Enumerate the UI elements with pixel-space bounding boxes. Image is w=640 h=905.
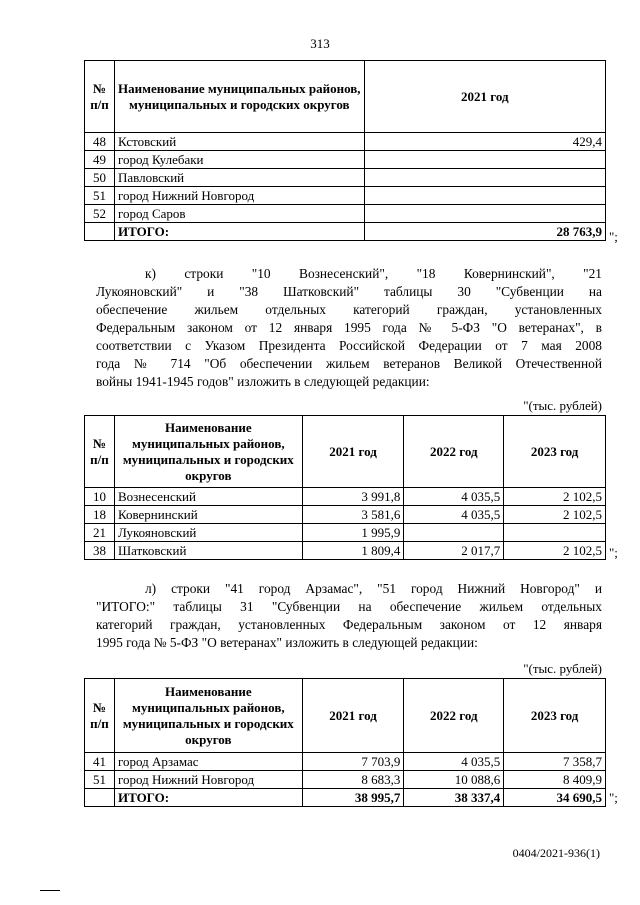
row-value-2021 bbox=[364, 187, 605, 205]
row-number: 41 bbox=[85, 753, 115, 771]
page-number: 313 bbox=[310, 36, 330, 51]
table1-closing-quote: "; bbox=[609, 229, 618, 244]
header-name: Наименование муниципальных районов, муниципальных и городских округов bbox=[114, 679, 302, 753]
row-number: 49 bbox=[85, 151, 115, 169]
table-subventions-1 bbox=[84, 60, 606, 241]
row-value-2021: 1 809,4 bbox=[302, 542, 404, 560]
row-number: 18 bbox=[85, 506, 115, 524]
paragraph-line: л) строки "41 город Арзамас", "51 город Нижний Новгород" и bbox=[145, 581, 602, 596]
row-name: город Саров bbox=[114, 205, 364, 223]
row-value-2023: 2 102,5 bbox=[504, 542, 606, 560]
header-name: Наименование муниципальных районов, муниципальных и городских округов bbox=[114, 61, 364, 133]
table-row bbox=[85, 524, 606, 542]
row-name: город Кулебаки bbox=[114, 151, 364, 169]
row-value-2021: 7 703,9 bbox=[302, 753, 404, 771]
row-name: город Нижний Новгород bbox=[114, 771, 302, 789]
paragraph-line: "ИТОГО:" таблицы 31 "Субвенции на обеспечение жильем отдельных bbox=[96, 599, 602, 614]
row-value-2021: 8 683,3 bbox=[302, 771, 404, 789]
row-number: 51 bbox=[85, 771, 115, 789]
row-value-2021: 3 991,8 bbox=[302, 488, 404, 506]
paragraph-line: войны 1941-1945 годов" изложить в следующей редакции: bbox=[96, 374, 430, 389]
row-number: 51 bbox=[85, 187, 115, 205]
row-value-2023: 8 409,9 bbox=[504, 771, 606, 789]
row-name: город Нижний Новгород bbox=[114, 187, 364, 205]
row-name: Кстовский bbox=[114, 133, 364, 151]
row-number: 48 bbox=[85, 133, 115, 151]
row-value-2022: 4 035,5 bbox=[404, 506, 504, 524]
document-code: 0404/2021-936(1) bbox=[512, 846, 600, 860]
table-row bbox=[85, 187, 606, 205]
row-value-2021: 429,4 bbox=[364, 133, 605, 151]
table2-closing-quote: "; bbox=[609, 545, 618, 560]
row-number: 50 bbox=[85, 169, 115, 187]
total-label: ИТОГО: bbox=[114, 223, 364, 241]
paragraph-line: 1995 года № 5-ФЗ "О ветеранах" изложить в следующей редакции: bbox=[96, 635, 478, 650]
header-num: № п/п bbox=[85, 416, 115, 488]
table-row bbox=[85, 542, 606, 560]
row-value-2022 bbox=[404, 524, 504, 542]
row-value-2022: 4 035,5 bbox=[404, 753, 504, 771]
row-name: Ковернинский bbox=[114, 506, 302, 524]
paragraph-line: года № 714 "Об обеспечении жильем ветеранов Великой Отечественной bbox=[96, 356, 602, 371]
paragraph-l bbox=[96, 580, 602, 652]
row-number: 38 bbox=[85, 542, 115, 560]
row-name: Павловский bbox=[114, 169, 364, 187]
table-row bbox=[85, 205, 606, 223]
table-subventions-3 bbox=[84, 678, 606, 807]
row-name: город Арзамас bbox=[114, 753, 302, 771]
table-row bbox=[85, 753, 606, 771]
total-value-2023: 34 690,5 bbox=[504, 789, 606, 807]
row-number: 21 bbox=[85, 524, 115, 542]
total-empty-cell bbox=[85, 789, 115, 807]
table-row bbox=[85, 151, 606, 169]
table-row bbox=[85, 506, 606, 524]
row-value-2021 bbox=[364, 205, 605, 223]
table-row bbox=[85, 488, 606, 506]
paragraph-line: категорий граждан, установленных Федеральным законом от 12 января bbox=[96, 617, 602, 632]
header-2021: 2021 год bbox=[302, 416, 404, 488]
row-value-2022: 4 035,5 bbox=[404, 488, 504, 506]
header-num: № п/п bbox=[85, 61, 115, 133]
total-row bbox=[85, 789, 606, 807]
row-value-2021: 1 995,9 bbox=[302, 524, 404, 542]
row-name: Вознесенский bbox=[114, 488, 302, 506]
header-num: № п/п bbox=[85, 679, 115, 753]
header-name: Наименование муниципальных районов, муниципальных и городских округов bbox=[114, 416, 302, 488]
header-2022: 2022 год bbox=[404, 679, 504, 753]
row-value-2023: 2 102,5 bbox=[504, 488, 606, 506]
footer-divider bbox=[40, 890, 60, 891]
paragraph-line: Лукояновский" и "38 Шатковский" таблицы 30 "Субвенции на bbox=[96, 284, 602, 299]
row-value-2022: 2 017,7 bbox=[404, 542, 504, 560]
row-value-2023: 7 358,7 bbox=[504, 753, 606, 771]
row-value-2021 bbox=[364, 151, 605, 169]
table3-closing-quote: "; bbox=[609, 790, 618, 805]
table-row bbox=[85, 133, 606, 151]
paragraph-line: обеспечение жильем отдельных категорий граждан, установленных bbox=[96, 302, 602, 317]
row-value-2023 bbox=[504, 524, 606, 542]
row-name: Шатковский bbox=[114, 542, 302, 560]
table-row bbox=[85, 771, 606, 789]
row-value-2021 bbox=[364, 169, 605, 187]
header-2023: 2023 год bbox=[504, 416, 606, 488]
row-number: 10 bbox=[85, 488, 115, 506]
header-2022: 2022 год bbox=[404, 416, 504, 488]
table-subventions-2 bbox=[84, 415, 606, 560]
unit-label: "(тыс. рублей) bbox=[523, 661, 602, 676]
total-label: ИТОГО: bbox=[114, 789, 302, 807]
total-value-2021: 28 763,9 bbox=[364, 223, 605, 241]
total-row bbox=[85, 223, 606, 241]
total-empty-cell bbox=[85, 223, 115, 241]
paragraph-line: к) строки "10 Вознесенский", "18 Ковернинский", "21 bbox=[145, 266, 602, 281]
header-2021: 2021 год bbox=[364, 61, 605, 133]
row-value-2023: 2 102,5 bbox=[504, 506, 606, 524]
paragraph-line: соответствии с Указом Президента Российской Федерации от 7 мая 2008 bbox=[96, 338, 602, 353]
row-number: 52 bbox=[85, 205, 115, 223]
table-row bbox=[85, 169, 606, 187]
row-value-2021: 3 581,6 bbox=[302, 506, 404, 524]
paragraph-line: Федеральным законом от 12 января 1995 года № 5-ФЗ "О ветеранах", в bbox=[96, 320, 602, 335]
header-2021: 2021 год bbox=[302, 679, 404, 753]
row-value-2022: 10 088,6 bbox=[404, 771, 504, 789]
total-value-2021: 38 995,7 bbox=[302, 789, 404, 807]
header-2023: 2023 год bbox=[504, 679, 606, 753]
total-value-2022: 38 337,4 bbox=[404, 789, 504, 807]
unit-label: "(тыс. рублей) bbox=[523, 398, 602, 413]
paragraph-k bbox=[96, 265, 602, 391]
row-name: Лукояновский bbox=[114, 524, 302, 542]
